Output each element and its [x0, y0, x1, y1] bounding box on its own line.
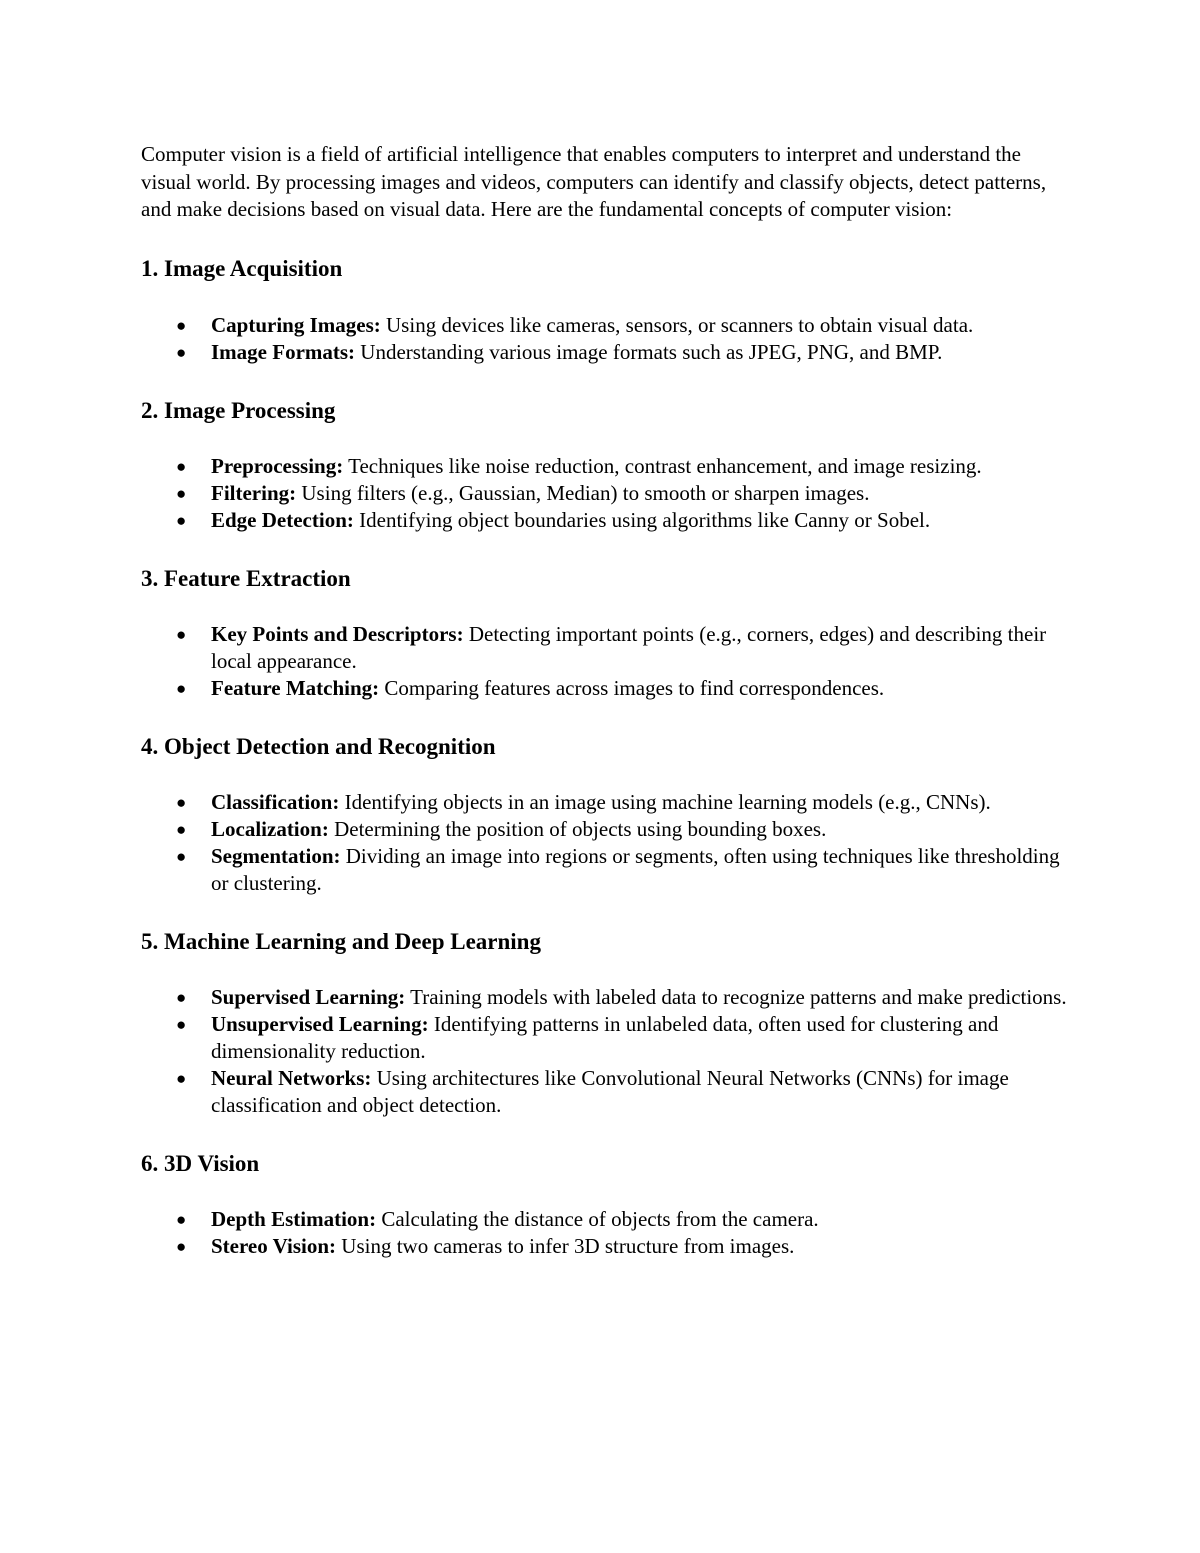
- list-item: [141, 1233, 1076, 1260]
- section-title: 1. Image Acquisition: [141, 255, 343, 281]
- item-text: Dividing an image into regions or segments, often using techniques like thresholding or clustering.: [211, 843, 1060, 895]
- bullet-icon: ●: [176, 1068, 187, 1088]
- document-page: [141, 141, 1076, 1260]
- list-item: [141, 816, 1076, 843]
- item-term: Key Points and Descriptors:: [211, 621, 464, 646]
- section-3d-vision: [141, 1149, 1076, 1260]
- bullet-list: [141, 621, 1076, 702]
- bullet-icon: ●: [176, 624, 187, 644]
- list-item: [141, 621, 1076, 675]
- item-term: Classification:: [211, 789, 340, 814]
- list-item: [141, 984, 1076, 1011]
- list-item: [141, 453, 1076, 480]
- list-item: [141, 789, 1076, 816]
- list-item: [141, 507, 1076, 534]
- item-term: Image Formats:: [211, 339, 356, 364]
- item-text: Techniques like noise reduction, contrast enhancement, and image resizing.: [343, 453, 982, 478]
- item-text: Identifying patterns in unlabeled data, often used for clustering and dimensionality reduction.: [211, 1011, 999, 1063]
- section-title: 6. 3D Vision: [141, 1150, 260, 1176]
- list-item: [141, 1065, 1076, 1119]
- bullet-icon: ●: [176, 1209, 187, 1229]
- item-term: Preprocessing:: [211, 453, 344, 478]
- item-term: Filtering:: [211, 480, 297, 505]
- item-text: Using two cameras to infer 3D structure from images.: [336, 1233, 795, 1258]
- item-text: Using filters (e.g., Gaussian, Median) to smooth or sharpen images.: [296, 480, 870, 505]
- item-term: Segmentation:: [211, 843, 341, 868]
- bullet-icon: ●: [176, 483, 187, 503]
- bullet-list: [141, 1206, 1076, 1260]
- bullet-icon: ●: [176, 342, 187, 362]
- item-text: Identifying objects in an image using machine learning models (e.g., CNNs).: [339, 789, 991, 814]
- item-text: Training models with labeled data to recognize patterns and make predictions.: [405, 984, 1067, 1009]
- bullet-icon: ●: [176, 792, 187, 812]
- item-text: Understanding various image formats such as JPEG, PNG, and BMP.: [355, 339, 943, 364]
- list-item: [141, 675, 1076, 702]
- section-image-processing: [141, 396, 1076, 534]
- list-item: [141, 312, 1076, 339]
- section-title: 2. Image Processing: [141, 397, 336, 423]
- item-term: Capturing Images:: [211, 312, 381, 337]
- bullet-icon: ●: [176, 315, 187, 335]
- section-image-acquisition: [141, 254, 1076, 366]
- bullet-icon: ●: [176, 1236, 187, 1256]
- item-text: Using devices like cameras, sensors, or scanners to obtain visual data.: [380, 312, 974, 337]
- bullet-icon: ●: [176, 678, 187, 698]
- item-text: Detecting important points (e.g., corners, edges) and describing their local appearance.: [211, 621, 1047, 673]
- list-item: [141, 1011, 1076, 1065]
- bullet-list: [141, 312, 1076, 366]
- item-term: Stereo Vision:: [211, 1233, 337, 1258]
- item-term: Edge Detection:: [211, 507, 354, 532]
- list-item: [141, 480, 1076, 507]
- item-term: Unsupervised Learning:: [211, 1011, 429, 1036]
- intro-paragraph: Computer vision is a field of artificial intelligence that enables computers to interpret and understand the visual world. By processing images and videos, computers can identify and classify objects, detect patterns, and make decisions based on visual data. Here are the fundamental concepts of computer vision:: [141, 142, 1047, 221]
- section-object-detection: [141, 732, 1076, 897]
- list-item: [141, 843, 1076, 897]
- section-title: 4. Object Detection and Recognition: [141, 733, 496, 759]
- item-term: Depth Estimation:: [211, 1206, 377, 1231]
- item-text: Determining the position of objects using bounding boxes.: [328, 816, 827, 841]
- item-text: Comparing features across images to find correspondences.: [379, 675, 885, 700]
- item-term: Neural Networks:: [211, 1065, 372, 1090]
- item-text: Calculating the distance of objects from the camera.: [376, 1206, 819, 1231]
- bullet-list: [141, 789, 1076, 897]
- list-item: [141, 1206, 1076, 1233]
- list-item: [141, 339, 1076, 366]
- bullet-icon: ●: [176, 819, 187, 839]
- item-term: Supervised Learning:: [211, 984, 406, 1009]
- section-title: 5. Machine Learning and Deep Learning: [141, 928, 541, 954]
- bullet-icon: ●: [176, 987, 187, 1007]
- item-text: Using architectures like Convolutional Neural Networks (CNNs) for image classification and object detection.: [211, 1065, 1009, 1117]
- section-title: 3. Feature Extraction: [141, 565, 351, 591]
- section-machine-learning: [141, 927, 1076, 1119]
- bullet-icon: ●: [176, 846, 187, 866]
- item-term: Localization:: [211, 816, 329, 841]
- section-feature-extraction: [141, 564, 1076, 702]
- bullet-list: [141, 984, 1076, 1119]
- bullet-icon: ●: [176, 510, 187, 530]
- item-term: Feature Matching:: [211, 675, 380, 700]
- bullet-list: [141, 453, 1076, 534]
- item-text: Identifying object boundaries using algorithms like Canny or Sobel.: [353, 507, 931, 532]
- bullet-icon: ●: [176, 1014, 187, 1034]
- bullet-icon: ●: [176, 456, 187, 476]
